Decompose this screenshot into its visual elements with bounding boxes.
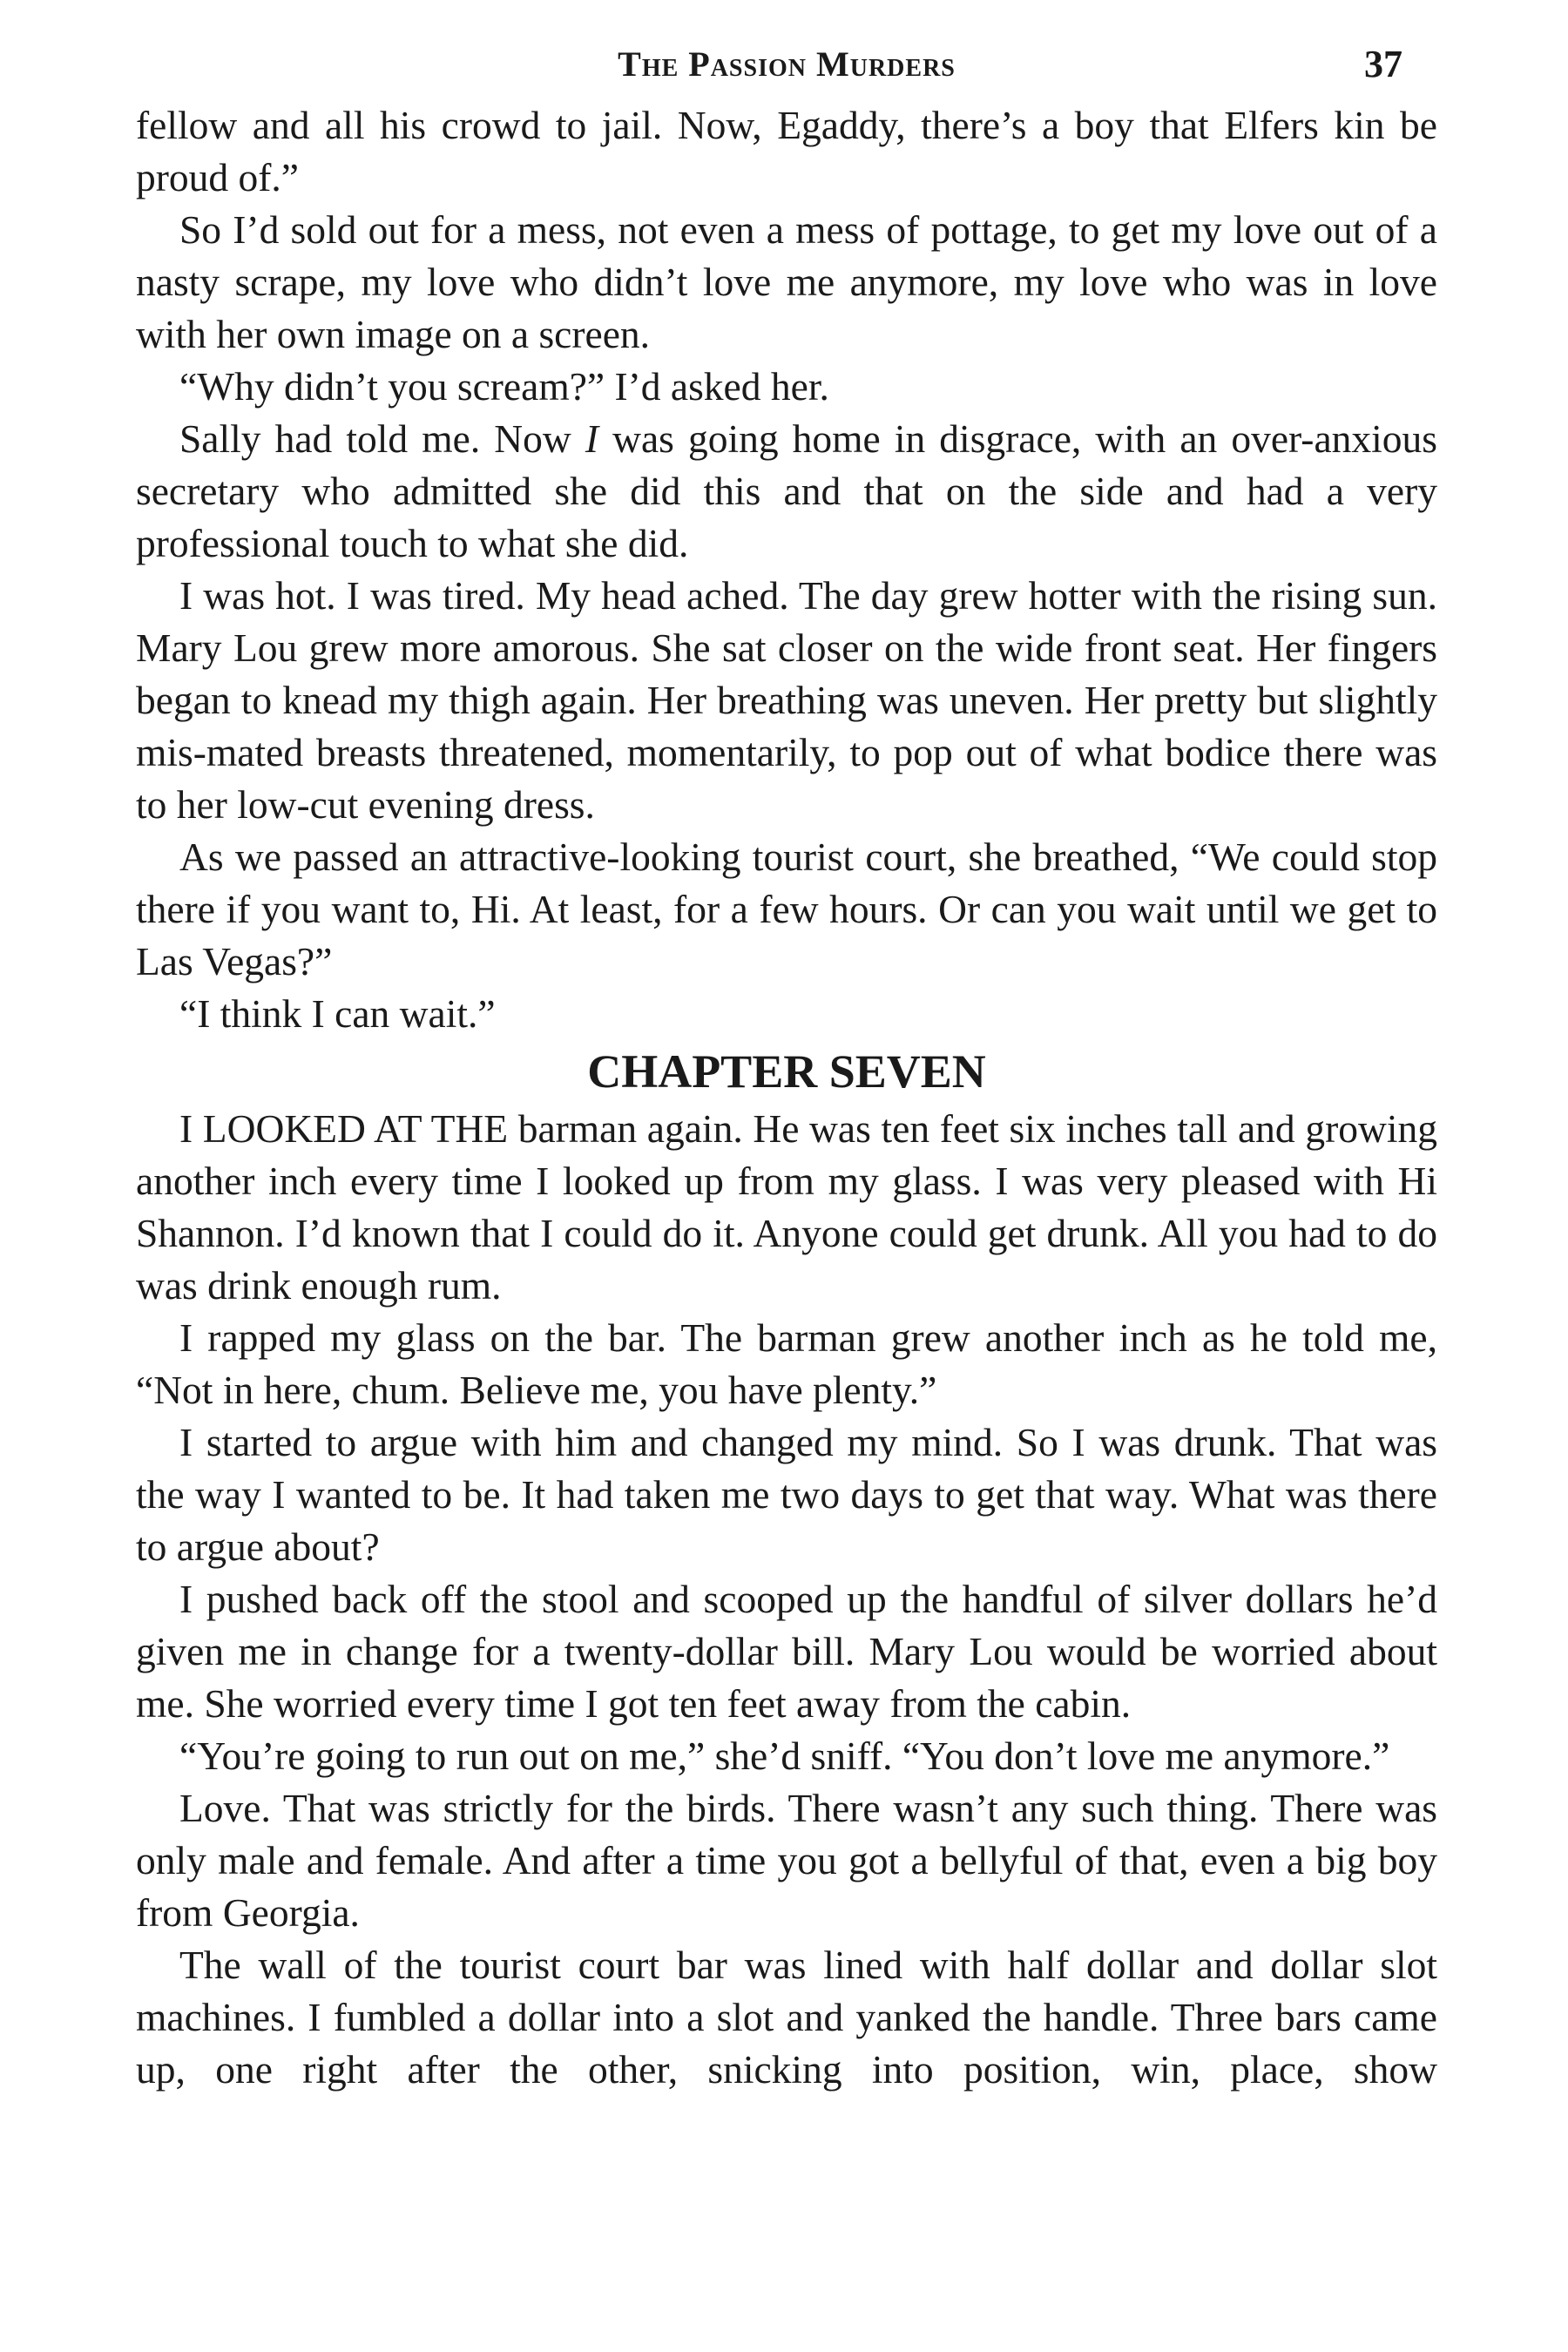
paragraph: I LOOKED AT THE barman again. He was ten feet six inches tall and growing another inch every time I looked up from my glass. I was very pleased with Hi Shannon. I’d known that I could do it. Anyone could get drunk. All you had to do was drink enough rum.	[136, 1106, 1437, 1308]
body-text	[136, 99, 1437, 2096]
paragraph: “You’re going to run out on me,” she’d sniff. “You don’t love me anymore.”	[179, 1734, 1390, 1778]
paragraph-text: Sally had told me. Now	[179, 416, 585, 461]
paragraph-text: was going home in disgrace, with an over-anxious secretary who admitted she did this and that on the side and had a very professional touch to what she did.	[136, 416, 1437, 565]
paragraph: I started to argue with him and changed my mind. So I was drunk. That was the way I wanted to be. It had taken me two days to get that way. What was there to argue about?	[136, 1420, 1437, 1569]
italic-emphasis: I	[585, 416, 599, 461]
paragraph: “I think I can wait.”	[179, 991, 496, 1036]
paragraph: I pushed back off the stool and scooped up the handful of silver dollars he’d given me in change for a twenty-dollar bill. Mary Lou would be worried about me. She worried every time I got ten feet away from the cabin.	[136, 1577, 1437, 1726]
paragraph: “Why didn’t you scream?” I’d asked her.	[179, 364, 829, 409]
paragraph-with-italic	[136, 413, 1437, 570]
paragraph: fellow and all his crowd to jail. Now, Egaddy, there’s a boy that Elfers kin be proud of.”	[136, 103, 1437, 199]
paragraph: I rapped my glass on the bar. The barman grew another inch as he told me, “Not in here, chum. Believe me, you have plenty.”	[136, 1315, 1437, 1412]
paragraph: As we passed an attractive-looking tourist court, she breathed, “We could stop there if you want to, Hi. At least, for a few hours. Or can you wait until we get to Las Vegas?”	[136, 835, 1437, 983]
paragraph: The wall of the tourist court bar was lined with half dollar and dollar slot machines. I fumbled a dollar into a slot and yanked the handle. Three bars came up, one right after the other, snicking into position, win, place, show	[136, 1943, 1437, 2092]
running-title: The Passion Murders	[618, 44, 956, 84]
chapter-heading: CHAPTER SEVEN	[587, 1045, 986, 1098]
paragraph: So I’d sold out for a mess, not even a mess of pottage, to get my love out of a nasty scrape, my love who didn’t love me anymore, my love who was in love with her own image on a screen.	[136, 207, 1437, 356]
paragraph: I was hot. I was tired. My head ached. The day grew hotter with the rising sun. Mary Lou grew more amorous. She sat closer on the wide front seat. Her fingers began to knead my thigh again. Her breathing was uneven. Her pretty but slightly mis-mated breasts threatened, momentarily, to pop out of what bodice there was to her low-cut evening dress.	[136, 573, 1437, 827]
paragraph: Love. That was strictly for the birds. There wasn’t any such thing. There was only male and female. And after a time you got a bellyful of that, even a big boy from Georgia.	[136, 1786, 1437, 1935]
running-head	[136, 44, 1437, 99]
book-page	[136, 44, 1437, 2096]
page-number: 37	[1364, 43, 1402, 85]
